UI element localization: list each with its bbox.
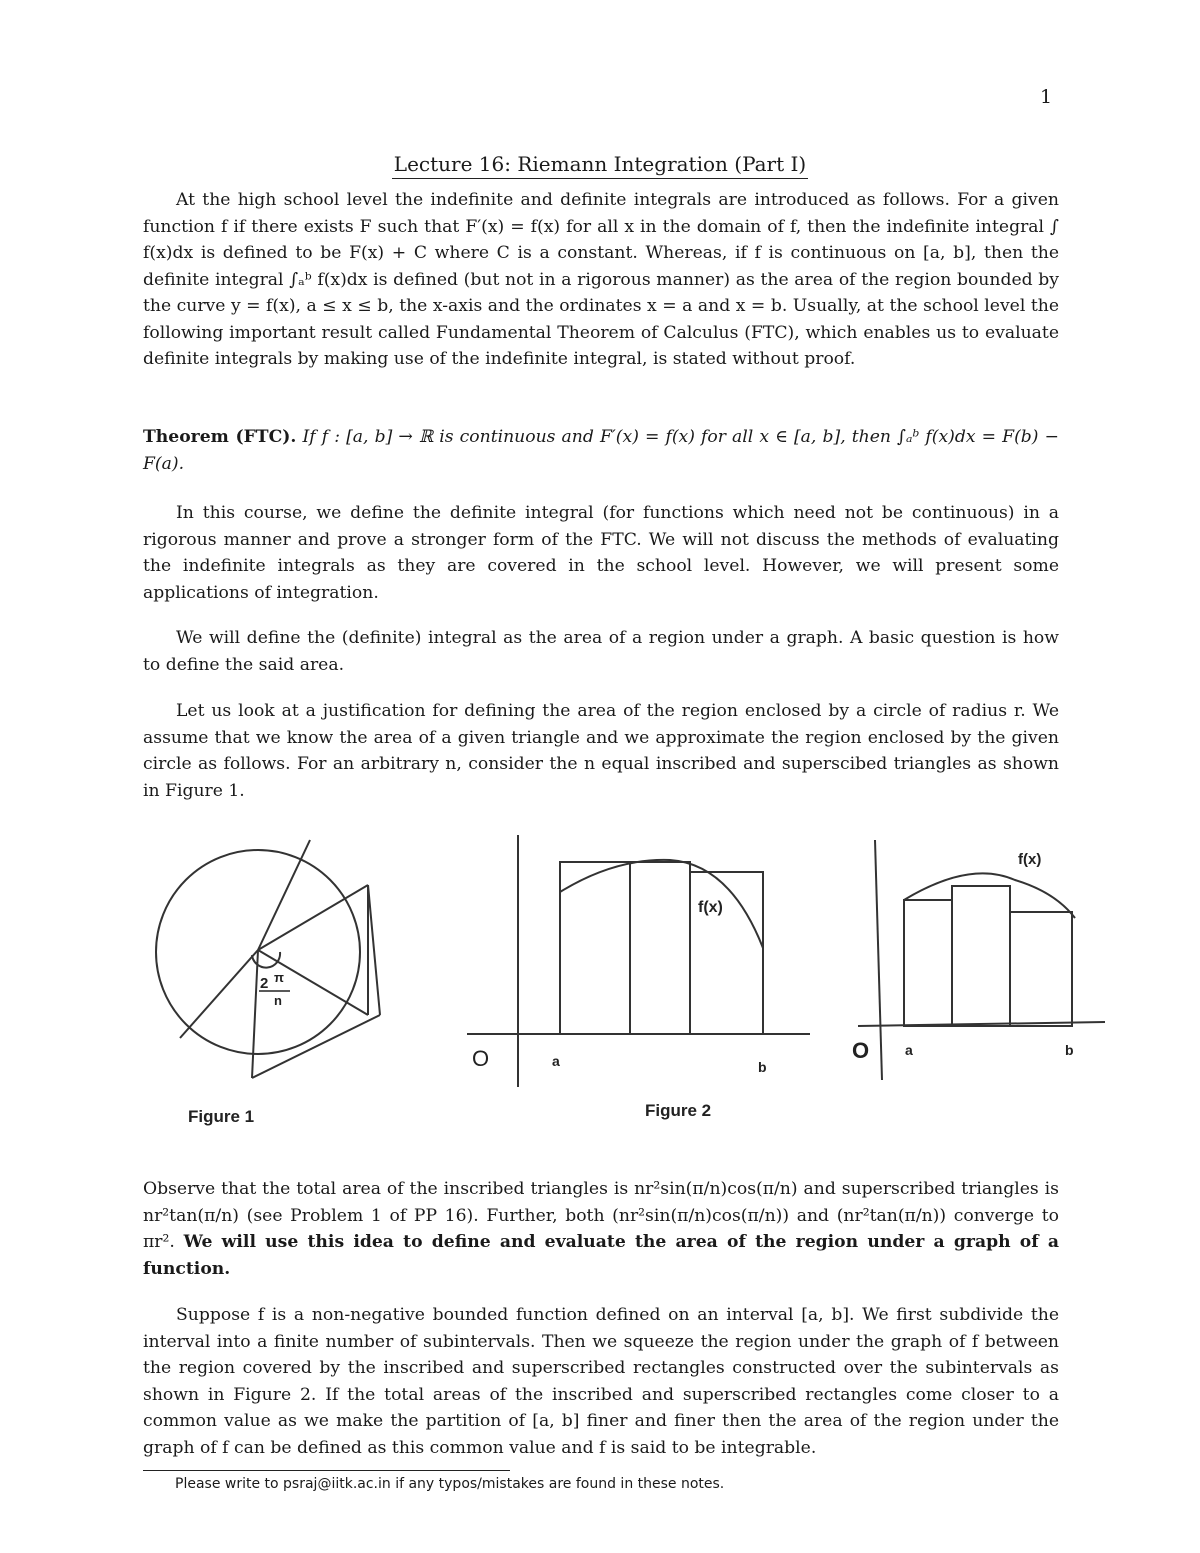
theorem-label: Theorem (FTC). xyxy=(143,427,297,447)
footnote-rule xyxy=(143,1470,510,1471)
angle-numerator: 2 xyxy=(260,975,269,992)
figure-1-caption: Figure 1 xyxy=(188,1107,255,1126)
figures xyxy=(140,830,1120,1130)
observation-text: Observe that the total area of the inscribed triangles is nr²sin(π/n)cos(π/n) and superscribed triangles is nr²tan(π/n) (see Problem 1 of PP 16). Further, both (nr²sin(π/n)cos(π/n)) and (nr²tan(π/n)) converge to πr². xyxy=(143,1179,1059,1252)
figure-3-origin: O xyxy=(852,1038,870,1063)
area-question-paragraph: We will define the (definite) integral as the area of a region under a graph. A basic question is how to define the said area. xyxy=(143,628,1059,675)
figure-3-curve-label: f(x) xyxy=(1018,851,1042,868)
figure-2 xyxy=(467,835,810,1087)
figure-2-origin: O xyxy=(472,1046,490,1071)
figure-2-label-b: b xyxy=(758,1059,767,1075)
course-paragraph: In this course, we define the definite integral (for functions which need not be continuous) in a rigorous manner and prove a stronger form of the FTC. We will not discuss the methods of evaluating the indefinite integrals as they are covered in the school level. However, we will present some applications of integration. xyxy=(143,503,1059,603)
page-number: 1 xyxy=(1040,86,1053,108)
theorem-statement: If f : [a, b] → ℝ is continuous and F′(x) = f(x) for all x ∈ [a, b], then ∫ₐᵇ f(x)dx = F(b) − F(a). xyxy=(143,427,1059,474)
observation-paragraph xyxy=(143,1176,1059,1282)
figure-2-curve-label: f(x) xyxy=(698,899,723,916)
page-title xyxy=(0,152,1200,176)
angle-pi: π xyxy=(274,970,284,985)
figures-svg xyxy=(140,830,1120,1130)
figure-3-label-a: a xyxy=(905,1042,913,1058)
figure-2-caption: Figure 2 xyxy=(645,1101,712,1120)
figure-2-label-a: a xyxy=(552,1053,560,1069)
circle-paragraph: Let us look at a justification for defining the area of the region enclosed by a circle of radius r. We assume that we know the area of a given triangle and we approximate the region enclosed by the given circle as follows. For an arbitrary n, consider the n equal inscribed and superscibed triangles as shown in Figure 1. xyxy=(143,701,1059,801)
figure-1 xyxy=(156,840,380,1078)
title-text: Lecture 16: Riemann Integration (Part I) xyxy=(392,152,808,179)
observation-key-idea: We will use this idea to define and evaluate the area of the region under a graph of a function. xyxy=(143,1232,1059,1279)
figure-3-label-b: b xyxy=(1065,1042,1074,1058)
angle-denominator: n xyxy=(274,993,282,1008)
intro-paragraph: At the high school level the indefinite and definite integrals are introduced as follows. For a given function f if there exists F such that F′(x) = f(x) for all x in the domain of f, then the indefinite integral ∫ f(x)dx is defined to be F(x) + C where C is a constant. Whereas, if f is continuous on [a, b], then the definite integral ∫ₐᵇ f(x)dx is defined (but not in a rigorous manner) as the area of the region bounded by the curve y = f(x), a ≤ x ≤ b, the x-axis and the ordinates x = a and x = b. Usually, at the school level the following important result called Fundamental Theorem of Calculus (FTC), which enables us to evaluate definite integrals by making use of the indefinite integral, is stated without proof. xyxy=(143,190,1059,369)
theorem-ftc xyxy=(143,424,1059,477)
footnote: Please write to psraj@iitk.ac.in if any typos/mistakes are found in these notes. xyxy=(175,1476,725,1492)
riemann-paragraph: Suppose f is a non-negative bounded function defined on an interval [a, b]. We first subdivide the interval into a finite number of subintervals. Then we squeeze the region under the graph of f between the region covered by the inscribed and superscribed rectangles constructed over the subintervals as shown in Figure 2. If the total areas of the inscribed and superscribed rectangles come closer to a common value as we make the partition of [a, b] finer and finer then the area of the region under the graph of f can be defined as this common value and f is said to be integrable. xyxy=(143,1305,1059,1458)
